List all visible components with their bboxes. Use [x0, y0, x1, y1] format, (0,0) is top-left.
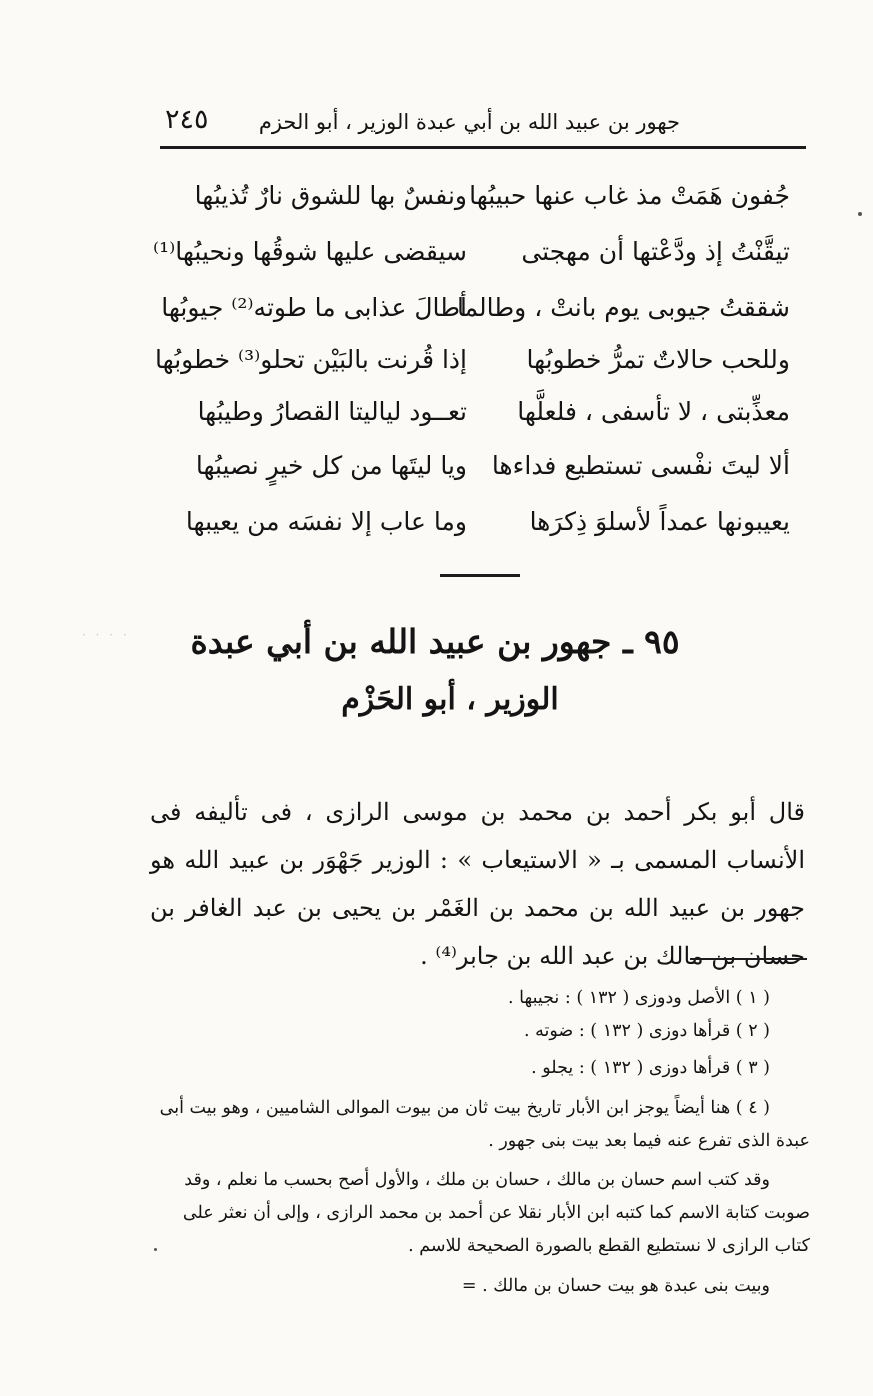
- verse-6-first-hemistich: ألا ليتَ نفْسى تستطيع فداءها: [491, 451, 790, 480]
- footnote-4-last-line: وبيت بنى عبدة هو بيت حسان بن مالك . =: [461, 1276, 770, 1296]
- verse-3: [150, 288, 790, 344]
- verse-1: [150, 176, 790, 232]
- footnote-3: ( ٣ ) قرأها دوزى ( ١٣٢ ) : يجلو .: [531, 1058, 770, 1078]
- verse-1-second-hemistich: ونفسٌ بها للشوق نارٌ تُذيبُها: [194, 181, 467, 210]
- verse-5-second-hemistich: تعــود لياليتا القصارُ وطيبُها: [197, 397, 467, 426]
- verse-1-first-hemistich: جُفون هَمَتْ مذ غاب عنها حبيبُها: [469, 181, 790, 210]
- print-speck: [858, 212, 862, 216]
- verse-2: [150, 232, 790, 288]
- page-number: ٢٤٥: [165, 104, 209, 135]
- footnote-1: ( ١ ) الأصل ودوزى ( ١٣٢ ) : نجيبها .: [508, 988, 770, 1008]
- verse-6: [150, 446, 790, 502]
- verse-5-first-hemistich: معذِّبتى ، لا تأسفى ، فلعلَّها: [517, 397, 790, 426]
- footnote-4: ( ٤ ) هنا أيضاً يوجز ابن الأبار تاريخ بيت ثان من بيوت الموالى الشاميين ، وهو بيت أبى عبدة الذى تفرع عنه فيما بعد بيت بنى جهور .: [159, 1098, 810, 1151]
- verse-4: [150, 340, 790, 396]
- verse-6-second-hemistich: ويا ليتَها من كل خيرٍ نصيبُها: [195, 451, 467, 480]
- verse-3-second-hemistich: أطالَ عذابى ما طوته⁽²⁾ جيوبُها: [161, 293, 467, 322]
- entry-subheading: الوزير ، أبو الحَزْم: [341, 682, 559, 717]
- running-header-title: جهور بن عبيد الله بن أبي عبدة الوزير ، أبو الحزم: [258, 110, 680, 134]
- verse-5: [150, 392, 790, 448]
- footnote-rule: [690, 958, 807, 960]
- verse-7: [150, 502, 790, 558]
- verse-4-first-hemistich: وللحب حالاتٌ تمرُّ خطوبُها: [526, 345, 790, 374]
- section-divider: [440, 574, 520, 577]
- verse-3-first-hemistich: شققتُ جيوبى يوم بانتْ ، وطالما: [456, 293, 790, 322]
- verse-2-first-hemistich: تيقَّنْتُ إذ ودَّعْتها أن مهجتى: [521, 237, 790, 266]
- footnote-4-continuation: وقد كتب اسم حسان بن مالك ، حسان بن ملك ، والأول أصح بحسب ما نعلم ، وقد صوبت كتابة الاسم كما كتبه ابن الأبار نقلا عن أحمد بن محمد الرازى ، وإلى أن نعثر على كتاب الرازى لا نستطيع القطع بالصورة الصحيحة للاسم .: [182, 1170, 810, 1256]
- header-rule: [160, 146, 806, 149]
- verse-7-first-hemistich: يعيبونها عمداً لأسلوَ ذِكرَها: [529, 507, 790, 536]
- print-speck: [154, 1248, 157, 1251]
- entry-heading: ٩٥ ـ جهور بن عبيد الله بن أبي عبدة: [190, 622, 680, 661]
- footnote-2: ( ٢ ) قرأها دوزى ( ١٣٢ ) : ضوته .: [523, 1021, 770, 1041]
- verse-4-second-hemistich: إذا قُرنت بالبَيْن تحلو⁽³⁾ خطوبُها: [155, 345, 467, 374]
- verse-2-second-hemistich: سيقضى عليها شوقُها ونحيبُها⁽¹⁾: [152, 237, 467, 266]
- margin-dots: · · · ·: [82, 628, 130, 642]
- body-paragraph: قال أبو بكر أحمد بن محمد بن موسى الرازى ، فى تأليفه فى الأنساب المسمى بـ « الاستيعاب » : الوزير جَهْوَر بن عبيد الله هو جهور بن عبيد الله بن محمد بن الغَمْر بن يحيى بن عبد الغافر بن حسان بن مالك بن عبد الله بن جابر⁽⁴⁾ .: [150, 798, 805, 970]
- verse-7-second-hemistich: وما عاب إلا نفسَه من يعيبها: [185, 507, 467, 536]
